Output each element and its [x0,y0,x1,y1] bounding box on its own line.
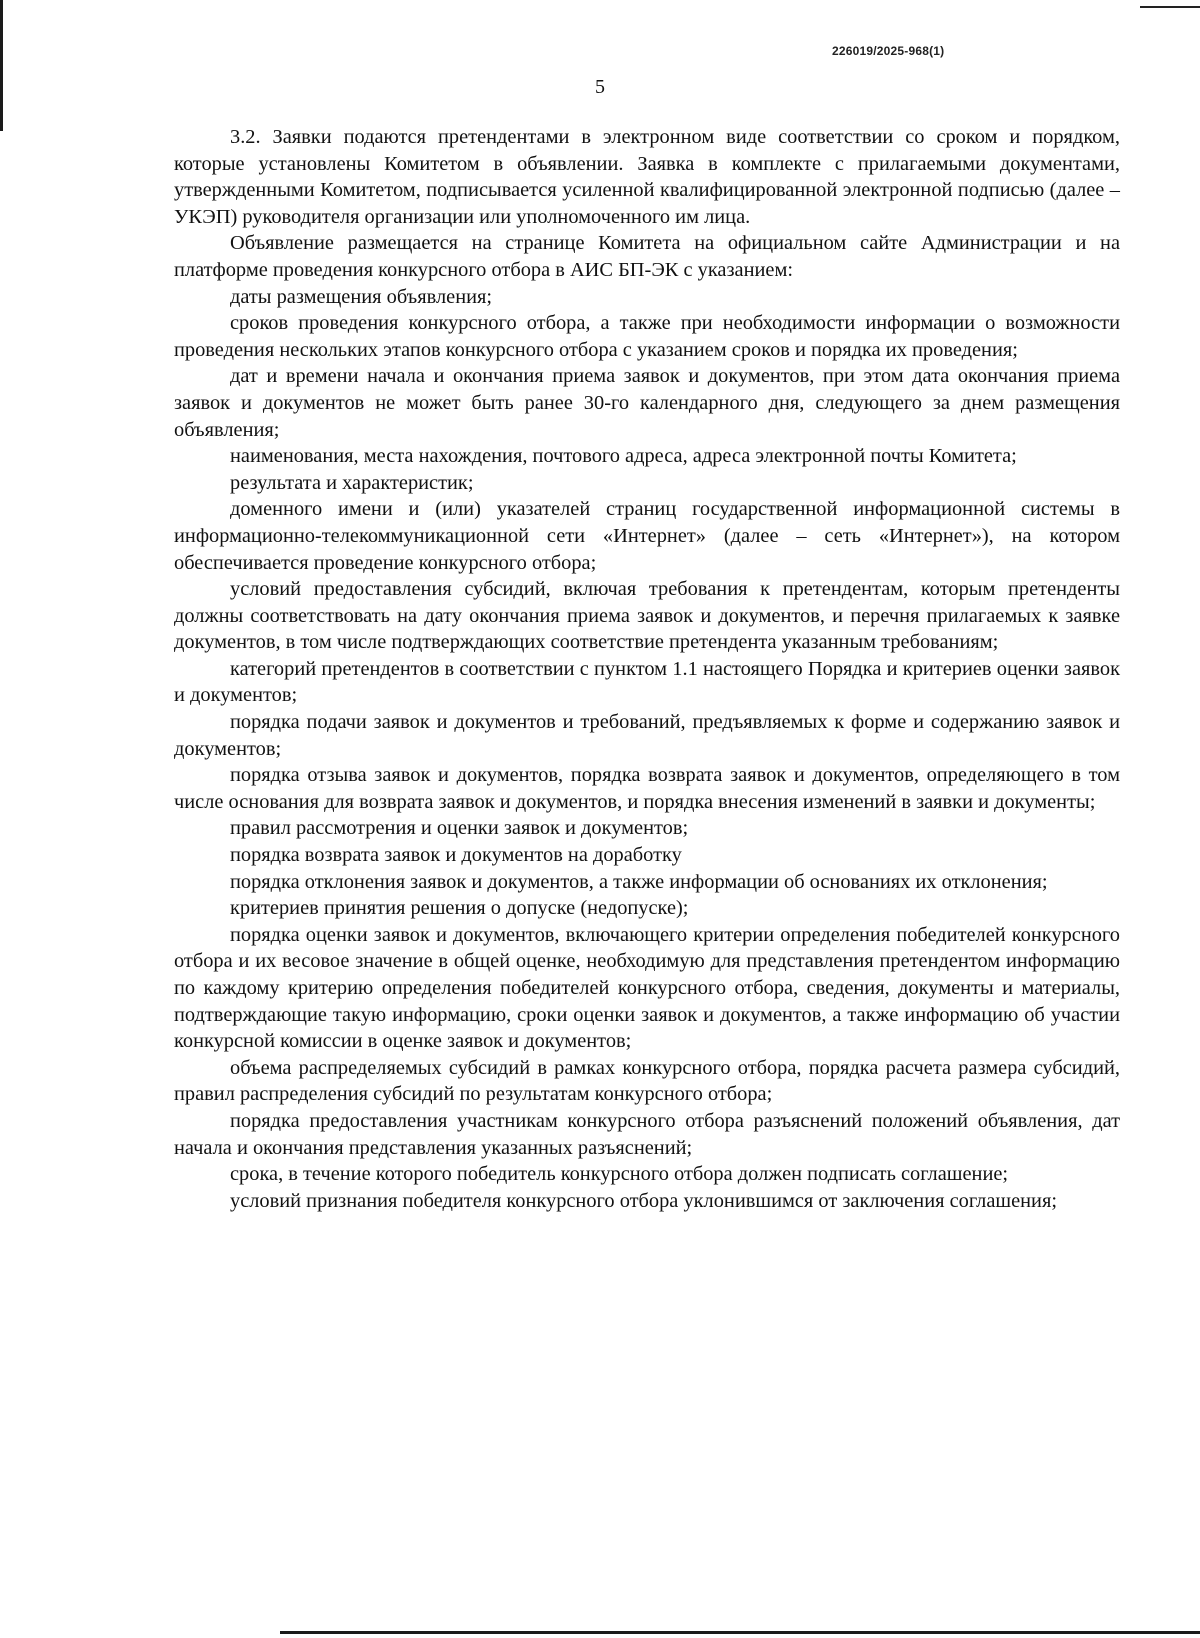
scan-edge-bottom [280,1631,1200,1634]
paragraph: порядка предоставления участникам конкурсного отбора разъяснений положений объявления, дат начала и окончания представления указанных разъяснений; [174,1109,1120,1159]
paragraph: 3.2. Заявки подаются претендентами в электронном виде соответствии со сроком и порядком, которые установлены Комитетом в объявлении. Заявка в комплекте с прилагаемыми документами, утвержденными Комитетом, подписывается усиленной квалифицированной электронной подписью (далее – УКЭП) руководителя организации или уполномоченного им лица. [174,126,1120,228]
paragraph: сроков проведения конкурсного отбора, а также при необходимости информации о возможности проведения нескольких этапов конкурсного отбора с указанием сроков и порядка их проведения; [174,312,1120,361]
paragraph: результата и характеристик; [230,471,474,494]
paragraph: наименования, места нахождения, почтового адреса, адреса электронной почты Комитета; [230,445,1017,468]
page-number: 5 [595,76,605,98]
registration-number: 226019/2025-968(1) [832,44,945,58]
paragraph: дат и времени начала и окончания приема заявок и документов, при этом дата окончания приема заявок и документов не может быть ранее 30-го календарного дня, следующего за днем размещения объявления; [174,365,1120,441]
paragraph: правил рассмотрения и оценки заявок и документов; [230,817,689,840]
paragraph: условий признания победителя конкурсного отбора уклонившимся от заключения соглашения; [230,1189,1058,1212]
paragraph: объема распределяемых субсидий в рамках конкурсного отбора, порядка расчета размера субсидий, правил распределения субсидий по результатам конкурсного отбора; [174,1056,1120,1106]
scan-edge-left [0,0,3,1638]
paragraph: порядка отзыва заявок и документов, порядка возврата заявок и документов, определяющего в том числе основания для возврата заявок и документов, и порядка внесения изменений в заявки и документы; [174,764,1120,813]
paragraph: условий предоставления субсидий, включая требования к претендентам, которым претенденты должны соответствовать на дату окончания приема заявок и документов, и перечня прилагаемых к заявке документов, в том числе подтверждающих соответствие претендента указанным требованиям; [174,578,1120,654]
paragraph: Объявление размещается на странице Комитета на официальном сайте Администрации и на платформе проведения конкурсного отбора в АИС БП-ЭК с указанием: [174,232,1120,281]
paragraph: порядка возврата заявок и документов на доработку [230,844,682,867]
paragraph: даты размещения объявления; [230,285,493,308]
paragraph: порядка оценки заявок и документов, включающего критерии определения победителей конкурсного отбора и их весовое значение в общей оценке, необходимую для представления претендентом информацию по каждому критерию определения победителей конкурсного отбора, сведения, документы и материалы, подтверждающие такую информацию, сроки оценки заявок и документов, а также информацию об участии конкурсной комиссии в оценке заявок и документов; [174,923,1120,1053]
paragraph: критериев принятия решения о допуске (недопуске); [230,897,689,920]
paragraph: порядка подачи заявок и документов и требований, предъявляемых к форме и содержанию заявок и документов; [174,711,1120,760]
document-body [174,124,1120,1214]
paragraph: категорий претендентов в соответствии с пунктом 1.1 настоящего Порядка и критериев оценки заявок и документов; [174,657,1120,707]
paragraph: срока, в течение которого победитель конкурсного отбора должен подписать соглашение; [230,1163,1009,1186]
paragraph: порядка отклонения заявок и документов, а также информации об основаниях их отклонения; [230,870,1048,893]
scan-edge-top-right [1140,6,1200,8]
paragraph: доменного имени и (или) указателей страниц государственной информационной системы в информационно-телекоммуникационной сети «Интернет» (далее – сеть «Интернет»), на котором обеспечивается проведение конкурсного отбора; [174,498,1120,574]
